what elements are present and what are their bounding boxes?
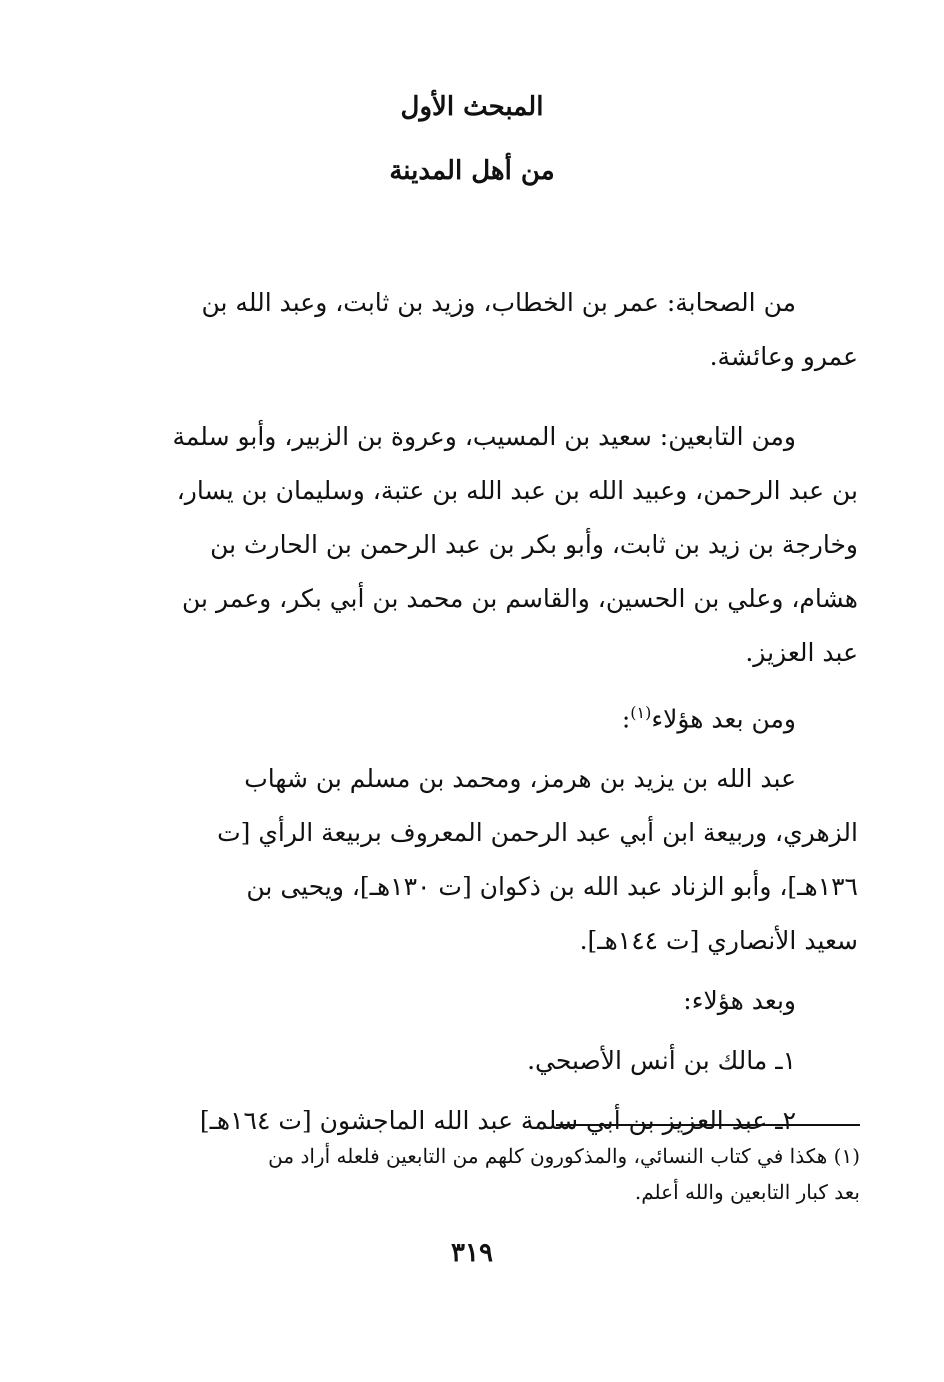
text-line: من الصحابة: عمر بن الخطاب، وزيد بن ثابت، وعبد الله بن [201, 288, 796, 317]
page-number: ٣١٩ [451, 1238, 493, 1268]
list-item: ٢ـ عبد العزيز بن أبي سلمة عبد الله الماجشون [ت ١٦٤هـ] [199, 1106, 796, 1136]
footnote-marker: (١) [630, 703, 652, 722]
text-line: عمرو وعائشة. [709, 342, 858, 371]
text-line: ومن التابعين: سعيد بن المسيب، وعروة بن الزبير، وأبو سلمة [172, 422, 796, 451]
text-line: عبد العزيز. [745, 638, 858, 667]
list-item: ١ـ مالك بن أنس الأصبحي. [527, 1046, 796, 1076]
text-line: بن عبد الرحمن، وعبيد الله بن عبد الله بن عتبة، وسليمان بن يسار، [176, 476, 858, 505]
text-line: الزهري، وربيعة ابن أبي عبد الرحمن المعروف بربيعة الرأي [ت [217, 818, 858, 848]
footnote-line: (١) هكذا في كتاب النسائي، والمذكورون كلهم من التابعين فلعله أراد من [268, 1144, 860, 1168]
body-text [148, 276, 858, 1148]
chapter-title: المبحث الأول [400, 92, 544, 122]
text-run: ومن بعد هؤلاء [651, 704, 796, 734]
text-line: وبعد هؤلاء: [683, 986, 796, 1016]
chapter-subtitle: من أهل المدينة [389, 156, 555, 186]
text-run: : [621, 704, 631, 734]
text-line: هشام، وعلي بن الحسين، والقاسم بن محمد بن أبي بكر، وعمر بن [182, 584, 858, 613]
footnote-divider [556, 1124, 860, 1126]
text-line [148, 686, 796, 746]
footnote [148, 1138, 860, 1210]
text-line: عبد الله بن يزيد بن هرمز، ومحمد بن مسلم بن شهاب [244, 764, 796, 794]
text-line: وخارجة بن زيد بن ثابت، وأبو بكر بن عبد الرحمن بن الحارث بن [210, 530, 858, 559]
text-line: سعيد الأنصاري [ت ١٤٤هـ]. [579, 926, 858, 956]
text-line: ١٣٦هـ]، وأبو الزناد عبد الله بن ذكوان [ت ١٣٠هـ]، ويحيى بن [246, 872, 858, 902]
footnote-line: بعد كبار التابعين والله أعلم. [634, 1180, 860, 1204]
